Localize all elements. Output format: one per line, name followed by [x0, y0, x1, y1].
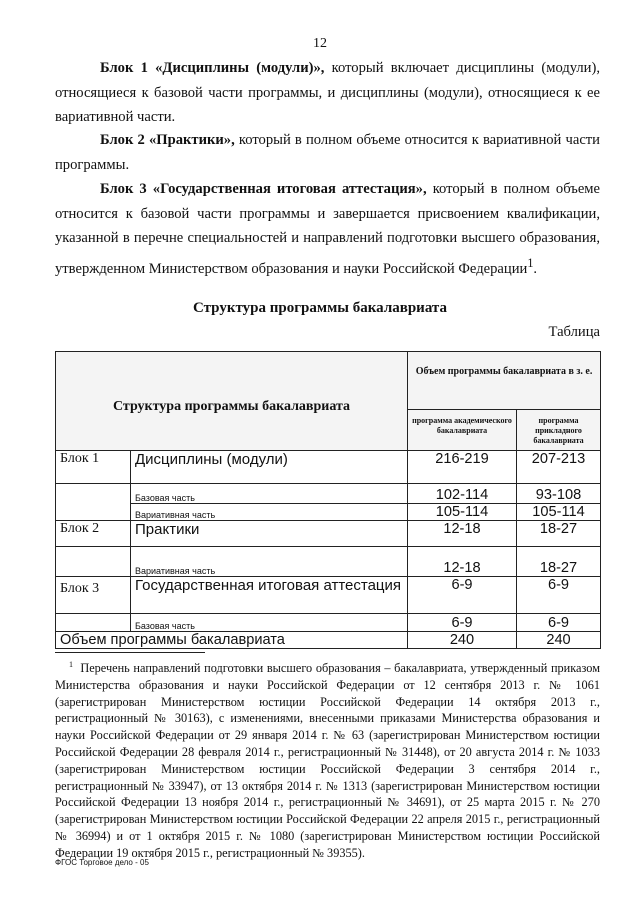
paragraph-end: . — [533, 260, 538, 277]
row-name: Вариативная часть — [131, 504, 408, 521]
row-name: Государственная итоговая аттестация — [131, 577, 408, 614]
value-applied: 105-114 — [517, 504, 601, 521]
table-row — [56, 577, 601, 614]
paragraph-block-2 — [55, 128, 600, 177]
value-academic: 105-114 — [408, 504, 517, 521]
value-applied: 6-9 — [517, 614, 601, 632]
footnote-mark: 1 — [69, 660, 73, 669]
footnote-text: Перечень направлений подготовки высшего образования – бакалавриата, утвержденный приказом Министерства образования и науки Российской Федерации от 12 сентября 2013 г. № 1061 (зарегистрирован Министерством юстиции Российской Федерации 14 октября 2013 г., регистрационный № 30163), с изменениями, внесенными приказами Министерства образования и науки Российской Федерации от 29 января 2014 г. № 63 (зарегистрирован Министерством юстиции Российской Федерации 28 февраля 2014 г., регистрационный № 31448), от 20 августа 2014 г. № 1033 (зарегистрирован Министерством юстиции Российской Федерации 3 сентября 2014 г., регистрационный № 33947), от 13 октября 2014 г. № 1313 (зарегистрирован Министерством юстиции Российской Федерации 13 ноября 2014 г., регистрационный № 34691), от 25 марта 2015 г. № 270 (зарегистрирован Министерством юстиции Российской Федерации 22 апреля 2015 г., регистрационный № 36994) и от 1 октября 2015 г. № 1080 (зарегистрирован Министерством юстиции Российской Федерации 19 октября 2015 г., регистрационный № 39355). — [55, 661, 600, 860]
value-academic: 12-18 — [408, 547, 517, 577]
table-row — [56, 504, 601, 521]
row-name: Практики — [131, 521, 408, 547]
value-academic: 6-9 — [408, 614, 517, 632]
header-applied: программа прикладного бакалавриата — [517, 410, 601, 451]
table-row — [56, 451, 601, 484]
table-header-row — [56, 352, 601, 410]
table-label: Таблица — [548, 324, 600, 340]
block-label: Блок 3 — [56, 577, 131, 614]
table-total-row — [56, 632, 601, 649]
block-spacer — [56, 614, 131, 632]
value-applied: 93-108 — [517, 484, 601, 504]
block-label: Блок 1 — [56, 451, 131, 484]
header-academic: программа академического бакалавриата — [408, 410, 517, 451]
table-row — [56, 547, 601, 577]
row-name: Дисциплины (модули) — [131, 451, 408, 484]
paragraph-block-1 — [55, 56, 600, 130]
header-volume: Объем программы бакалавриата в з. е. — [408, 352, 601, 410]
paragraph-text: который включает дисциплины (модули), относящиеся к базовой части программы, и дисциплины (модули), относящиеся к ее вариативной части. — [55, 60, 601, 125]
value-academic: 6-9 — [408, 577, 517, 614]
table-row — [56, 521, 601, 547]
paragraph-text: который в полном объеме относится к вариативной части программы. — [55, 132, 600, 173]
table-row — [56, 614, 601, 632]
paragraph-bold: Блок 2 «Практики», — [100, 132, 235, 148]
value-applied: 18-27 — [517, 521, 601, 547]
paragraph-bold: Блок 1 «Дисциплины (модули)», — [100, 60, 325, 76]
row-name: Базовая часть — [131, 484, 408, 504]
structure-table — [55, 351, 601, 649]
value-applied: 207-213 — [517, 451, 601, 484]
row-name: Базовая часть — [131, 614, 408, 632]
paragraph-block-3 — [55, 177, 600, 281]
total-label: Объем программы бакалавриата — [56, 632, 408, 649]
footnote — [55, 657, 600, 862]
page-number: 12 — [313, 36, 327, 51]
value-academic: 216-219 — [408, 451, 517, 484]
footnote-divider — [55, 652, 205, 653]
page-footer: ФГОС Торговое дело - 05 — [55, 858, 149, 867]
section-title: Структура программы бакалавриата — [193, 300, 447, 316]
table-row — [56, 484, 601, 504]
paragraph-bold: Блок 3 «Государственная итоговая аттестация», — [100, 181, 427, 197]
block-label: Блок 2 — [56, 521, 131, 547]
value-applied: 18-27 — [517, 547, 601, 577]
header-structure: Структура программы бакалавриата — [56, 352, 408, 451]
block-spacer — [56, 547, 131, 577]
paragraph-text: который в полном объеме относится к базовой части программы и завершается присвоением квалификации, указанной в перечне специальностей и направлений подготовки высшего образования, утвержденном Министерством образования и науки Российской Федерации — [55, 181, 601, 277]
value-academic: 102-114 — [408, 484, 517, 504]
value-applied: 6-9 — [517, 577, 601, 614]
value-academic: 12-18 — [408, 521, 517, 547]
total-applied: 240 — [517, 632, 601, 649]
total-academic: 240 — [408, 632, 517, 649]
row-name: Вариативная часть — [131, 547, 408, 577]
block-spacer — [56, 484, 131, 521]
footnote-ref[interactable]: 1 — [527, 255, 534, 270]
